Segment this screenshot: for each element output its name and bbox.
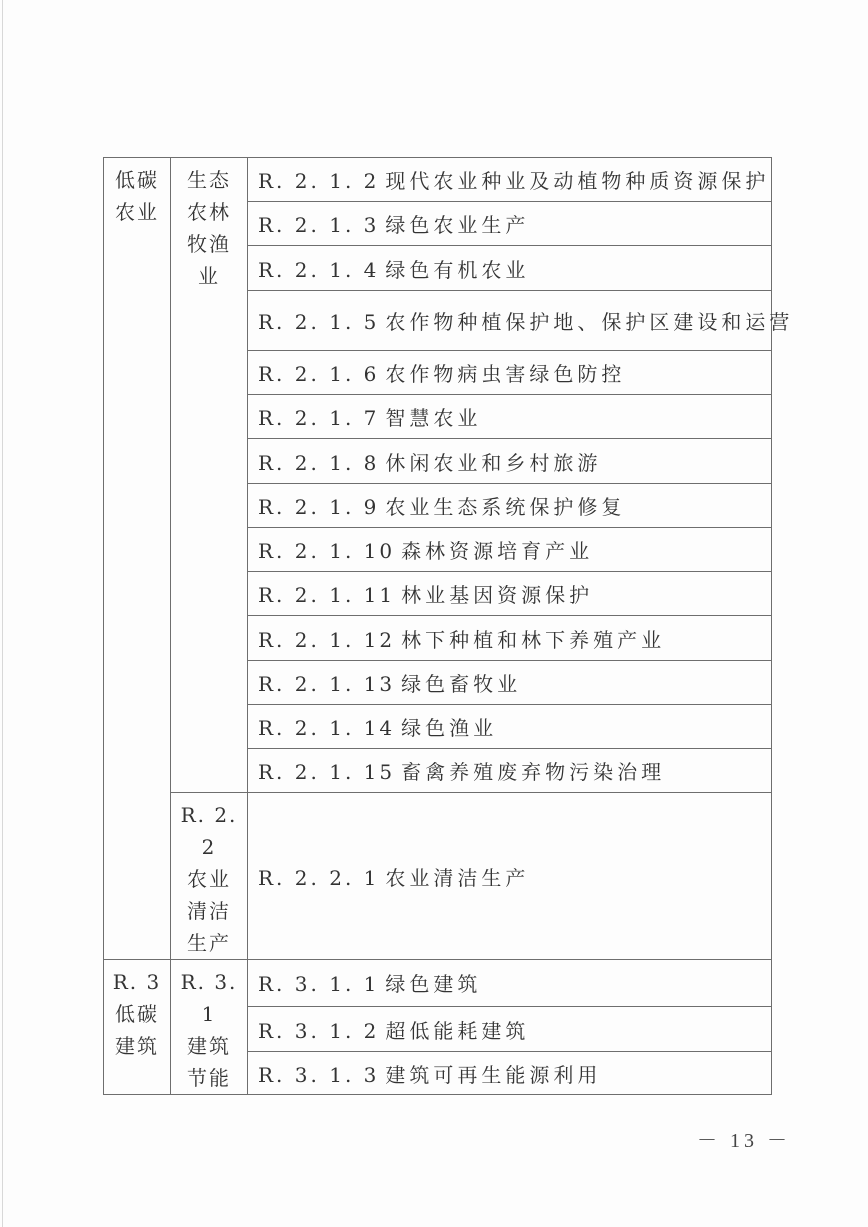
group-label-line: 牧渔 [187, 232, 231, 256]
item-text: 林下种植和林下养殖产业 [401, 627, 666, 652]
item-text: 休闲农业和乡村旅游 [385, 450, 602, 475]
item-code: R. 3. 1. 2 [258, 1018, 380, 1043]
category-low-carbon-building [104, 960, 171, 1095]
item-code: R. 3. 1. 1 [258, 972, 380, 997]
item-text: 农作物种植保护地、保护区建设和运营 [385, 310, 794, 334]
item-cell [248, 439, 772, 484]
page-edge-line [2, 0, 3, 1227]
item-cell [248, 528, 772, 572]
item-text: 林业基因资源保护 [401, 583, 594, 607]
item-cell [248, 158, 772, 202]
item-cell [248, 291, 794, 351]
item-text: 畜禽养殖废弃物污染治理 [401, 760, 666, 784]
table-row [104, 158, 772, 202]
item-text: 绿色渔业 [401, 716, 498, 740]
item-code: R. 2. 1. 8 [258, 450, 380, 475]
item-cell [248, 1006, 772, 1052]
item-cell [248, 572, 772, 616]
item-code: R. 2. 1. 6 [258, 362, 380, 386]
item-text: 森林资源培育产业 [401, 539, 594, 563]
item-cell [248, 661, 772, 705]
item-text: 绿色建筑 [385, 972, 482, 997]
group-label-line: 业 [198, 264, 220, 288]
group-label-line: R. 2. 2 [180, 803, 238, 859]
item-cell [248, 960, 772, 1007]
item-code: R. 2. 1. 3 [258, 213, 380, 237]
group-label-line: 农业 [115, 200, 159, 224]
item-text: 农业清洁生产 [385, 865, 530, 890]
item-text: 建筑可再生能源利用 [385, 1062, 602, 1087]
item-code: R. 2. 1. 15 [258, 760, 396, 784]
item-code: R. 2. 1. 9 [258, 495, 380, 519]
item-text: 农作物病虫害绿色防控 [385, 362, 626, 386]
item-code: R. 2. 1. 4 [258, 257, 380, 282]
group-label-line: 农林 [187, 200, 231, 224]
group-label-line: 节能 [187, 1066, 231, 1090]
item-cell [248, 202, 772, 246]
item-text: 农业生态系统保护修复 [385, 495, 626, 519]
group-label-line: 建筑 [115, 1034, 159, 1058]
page-number: － 13 － [697, 1130, 791, 1152]
item-code: R. 2. 1. 2 [258, 169, 380, 193]
item-code: R. 2. 2. 1 [258, 865, 380, 890]
group-label-line: R. 3 [112, 970, 162, 994]
item-text: 绿色农业生产 [385, 213, 530, 237]
item-cell [248, 1052, 772, 1095]
group-label-line: 农业 [187, 867, 231, 891]
table-row [104, 793, 772, 960]
group-label-line: R. 3. 1 [180, 970, 238, 1026]
item-cell [248, 749, 772, 793]
group-label-line: 生态 [187, 168, 231, 192]
item-text: 绿色畜牧业 [401, 672, 522, 696]
item-cell [248, 395, 772, 439]
item-code: R. 2. 1. 10 [258, 539, 396, 563]
item-cell [248, 351, 772, 395]
item-code: R. 2. 1. 13 [258, 672, 396, 696]
item-text: 超低能耗建筑 [385, 1018, 530, 1043]
item-cell [248, 616, 772, 661]
catalog-table [103, 157, 794, 1095]
item-cell [248, 793, 772, 960]
subcategory-eco-agriculture [171, 158, 248, 793]
item-code: R. 2. 1. 12 [258, 627, 396, 652]
group-label-line: 建筑 [187, 1034, 231, 1058]
group-label-line: 生产 [187, 931, 231, 955]
table-row [104, 960, 772, 1007]
item-code: R. 2. 1. 7 [258, 406, 380, 430]
item-text: 现代农业种业及动植物种质资源保护 [385, 169, 770, 193]
item-cell [248, 705, 772, 749]
category-low-carbon-agriculture [104, 158, 171, 960]
item-code: R. 2. 1. 14 [258, 716, 396, 740]
item-code: R. 2. 1. 11 [258, 583, 396, 607]
subcategory-clean-production [171, 793, 248, 960]
group-label-line: 低碳 [115, 1002, 159, 1026]
item-text: 绿色有机农业 [385, 257, 530, 282]
item-cell [248, 246, 772, 291]
item-cell [248, 484, 772, 528]
item-code: R. 2. 1. 5 [258, 310, 380, 334]
item-code: R. 3. 1. 3 [258, 1062, 380, 1087]
item-text: 智慧农业 [385, 406, 482, 430]
group-label-line: 低碳 [115, 168, 159, 192]
group-label-line: 清洁 [187, 899, 231, 923]
subcategory-building-energy [171, 960, 248, 1095]
